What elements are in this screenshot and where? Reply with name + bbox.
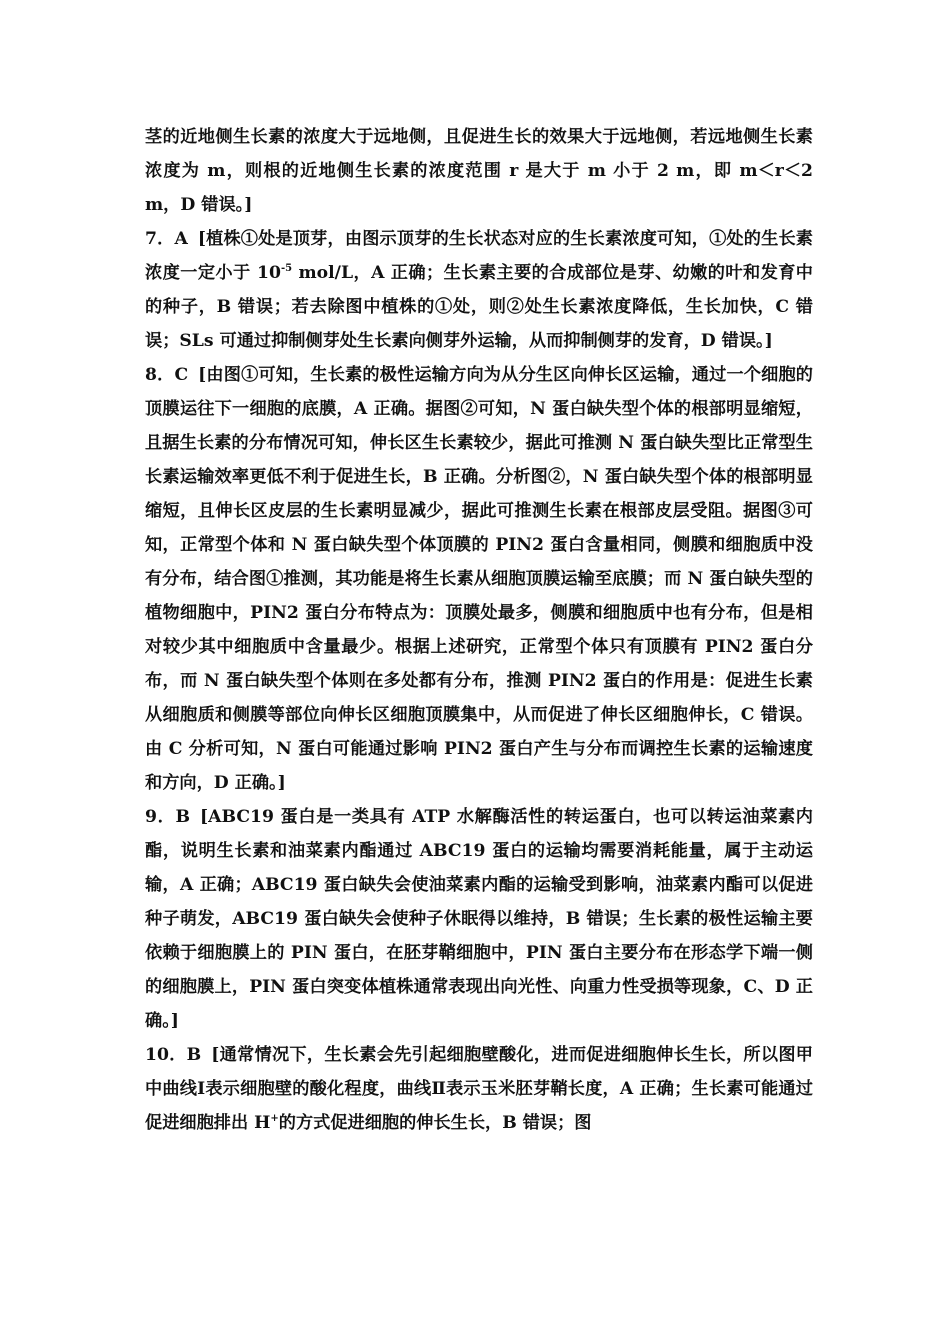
answer-10 [145,1038,813,1140]
question-number: 9．B [145,807,190,827]
answer-text-continued: 的方式促进细胞的伸长生长，B 错误；图 [278,1113,592,1133]
superscript: + [270,1113,279,1124]
answer-text: [通常情况下，生长素会先引起细胞壁酸化，进而促进细胞伸长生长，所以图甲中曲线Ⅰ表示细胞壁的酸化程度，曲线Ⅱ表示玉米胚芽鞘长度，A 正确；生长素可能通过促进细胞排出 H [145,1045,813,1133]
answer-8 [145,358,813,800]
question-number: 7．A [145,229,188,249]
answer-text: [植株①处是顶芽，由图示顶芽的生长状态对应的生长素浓度可知，①处的生长素浓度一定小于 10 [145,229,813,283]
answer-text: [ABC19 蛋白是一类具有 ATP 水解酶活性的转运蛋白，也可以转运油菜素内酯，说明生长素和油菜素内酯通过 ABC19 蛋白的运输均需要消耗能量，属于主动运输，A 正确；ABC19 蛋白缺失会使油菜素内酯的运输受到影响，油菜素内酯可以促进种子萌发，ABC19 蛋白缺失会使种子休眠得以维持，B 错误；生长素的极性运输主要依赖于细胞膜上的 PIN 蛋白，在胚芽鞘细胞中，PIN 蛋白主要分布在形态学下端一侧的细胞膜上，PIN 蛋白突变体植株通常表现出向光性、向重力性受损等现象，C、D 正确。] [145,807,813,1031]
answer-explanations [145,120,813,1140]
question-number: 10．B [145,1045,202,1065]
exponent: -5 [280,263,293,274]
answer-9 [145,800,813,1038]
answer-text: [由图①可知，生长素的极性运输方向为从分生区向伸长区运输，通过一个细胞的顶膜运往下一细胞的底膜，A 正确。据图②可知，N 蛋白缺失型个体的根部明显缩短，且据生长素的分布情况可知，伸长区生长素较少，据此可推测 N 蛋白缺失型比正常型生长素运输效率更低不利于促进生长，B 正确。分析图②，N 蛋白缺失型个体的根部明显缩短，且伸长区皮层的生长素明显减少，据此可推测生长素在根部皮层受阻。据图③可知，正常型个体和 N 蛋白缺失型个体顶膜的 PIN2 蛋白含量相同，侧膜和细胞质中没有分布，结合图①推测，其功能是将生长素从细胞顶膜运输至底膜；而 N 蛋白缺失型的植物细胞中，PIN2 蛋白分布特点为：顶膜处最多，侧膜和细胞质中也有分布，但是相对较少其中细胞质中含量最少。根据上述研究，正常型个体只有顶膜有 PIN2 蛋白分布，而 N 蛋白缺失型个体则在多处都有分布，推测 PIN2 蛋白的作用是：促进生长素从细胞质和侧膜等部位向伸长区细胞顶膜集中，从而促进了伸长区细胞伸长，C 错误。由 C 分析可知，N 蛋白可能通过影响 PIN2 蛋白产生与分布而调控生长素的运输速度和方向，D 正确。] [145,365,813,793]
answer-7 [145,222,813,358]
answer-text: 茎的近地侧生长素的浓度大于远地侧，且促进生长的效果大于远地侧，若远地侧生长素浓度为 m，则根的近地侧生长素的浓度范围 r 是大于 m 小于 2 m，即 m＜r＜2 m，D 错误。] [145,127,813,215]
answer-6-continuation [145,120,813,222]
question-number: 8．C [145,365,189,385]
answer-text-continued: mol/L，A 正确；生长素主要的合成部位是芽、幼嫩的叶和发育中的种子，B 错误；若去除图中植株的①处，则②处生长素浓度降低，生长加快，C 错误；SLs 可通过抑制侧芽处生长素向侧芽外运输，从而抑制侧芽的发育，D 错误。] [145,263,813,351]
